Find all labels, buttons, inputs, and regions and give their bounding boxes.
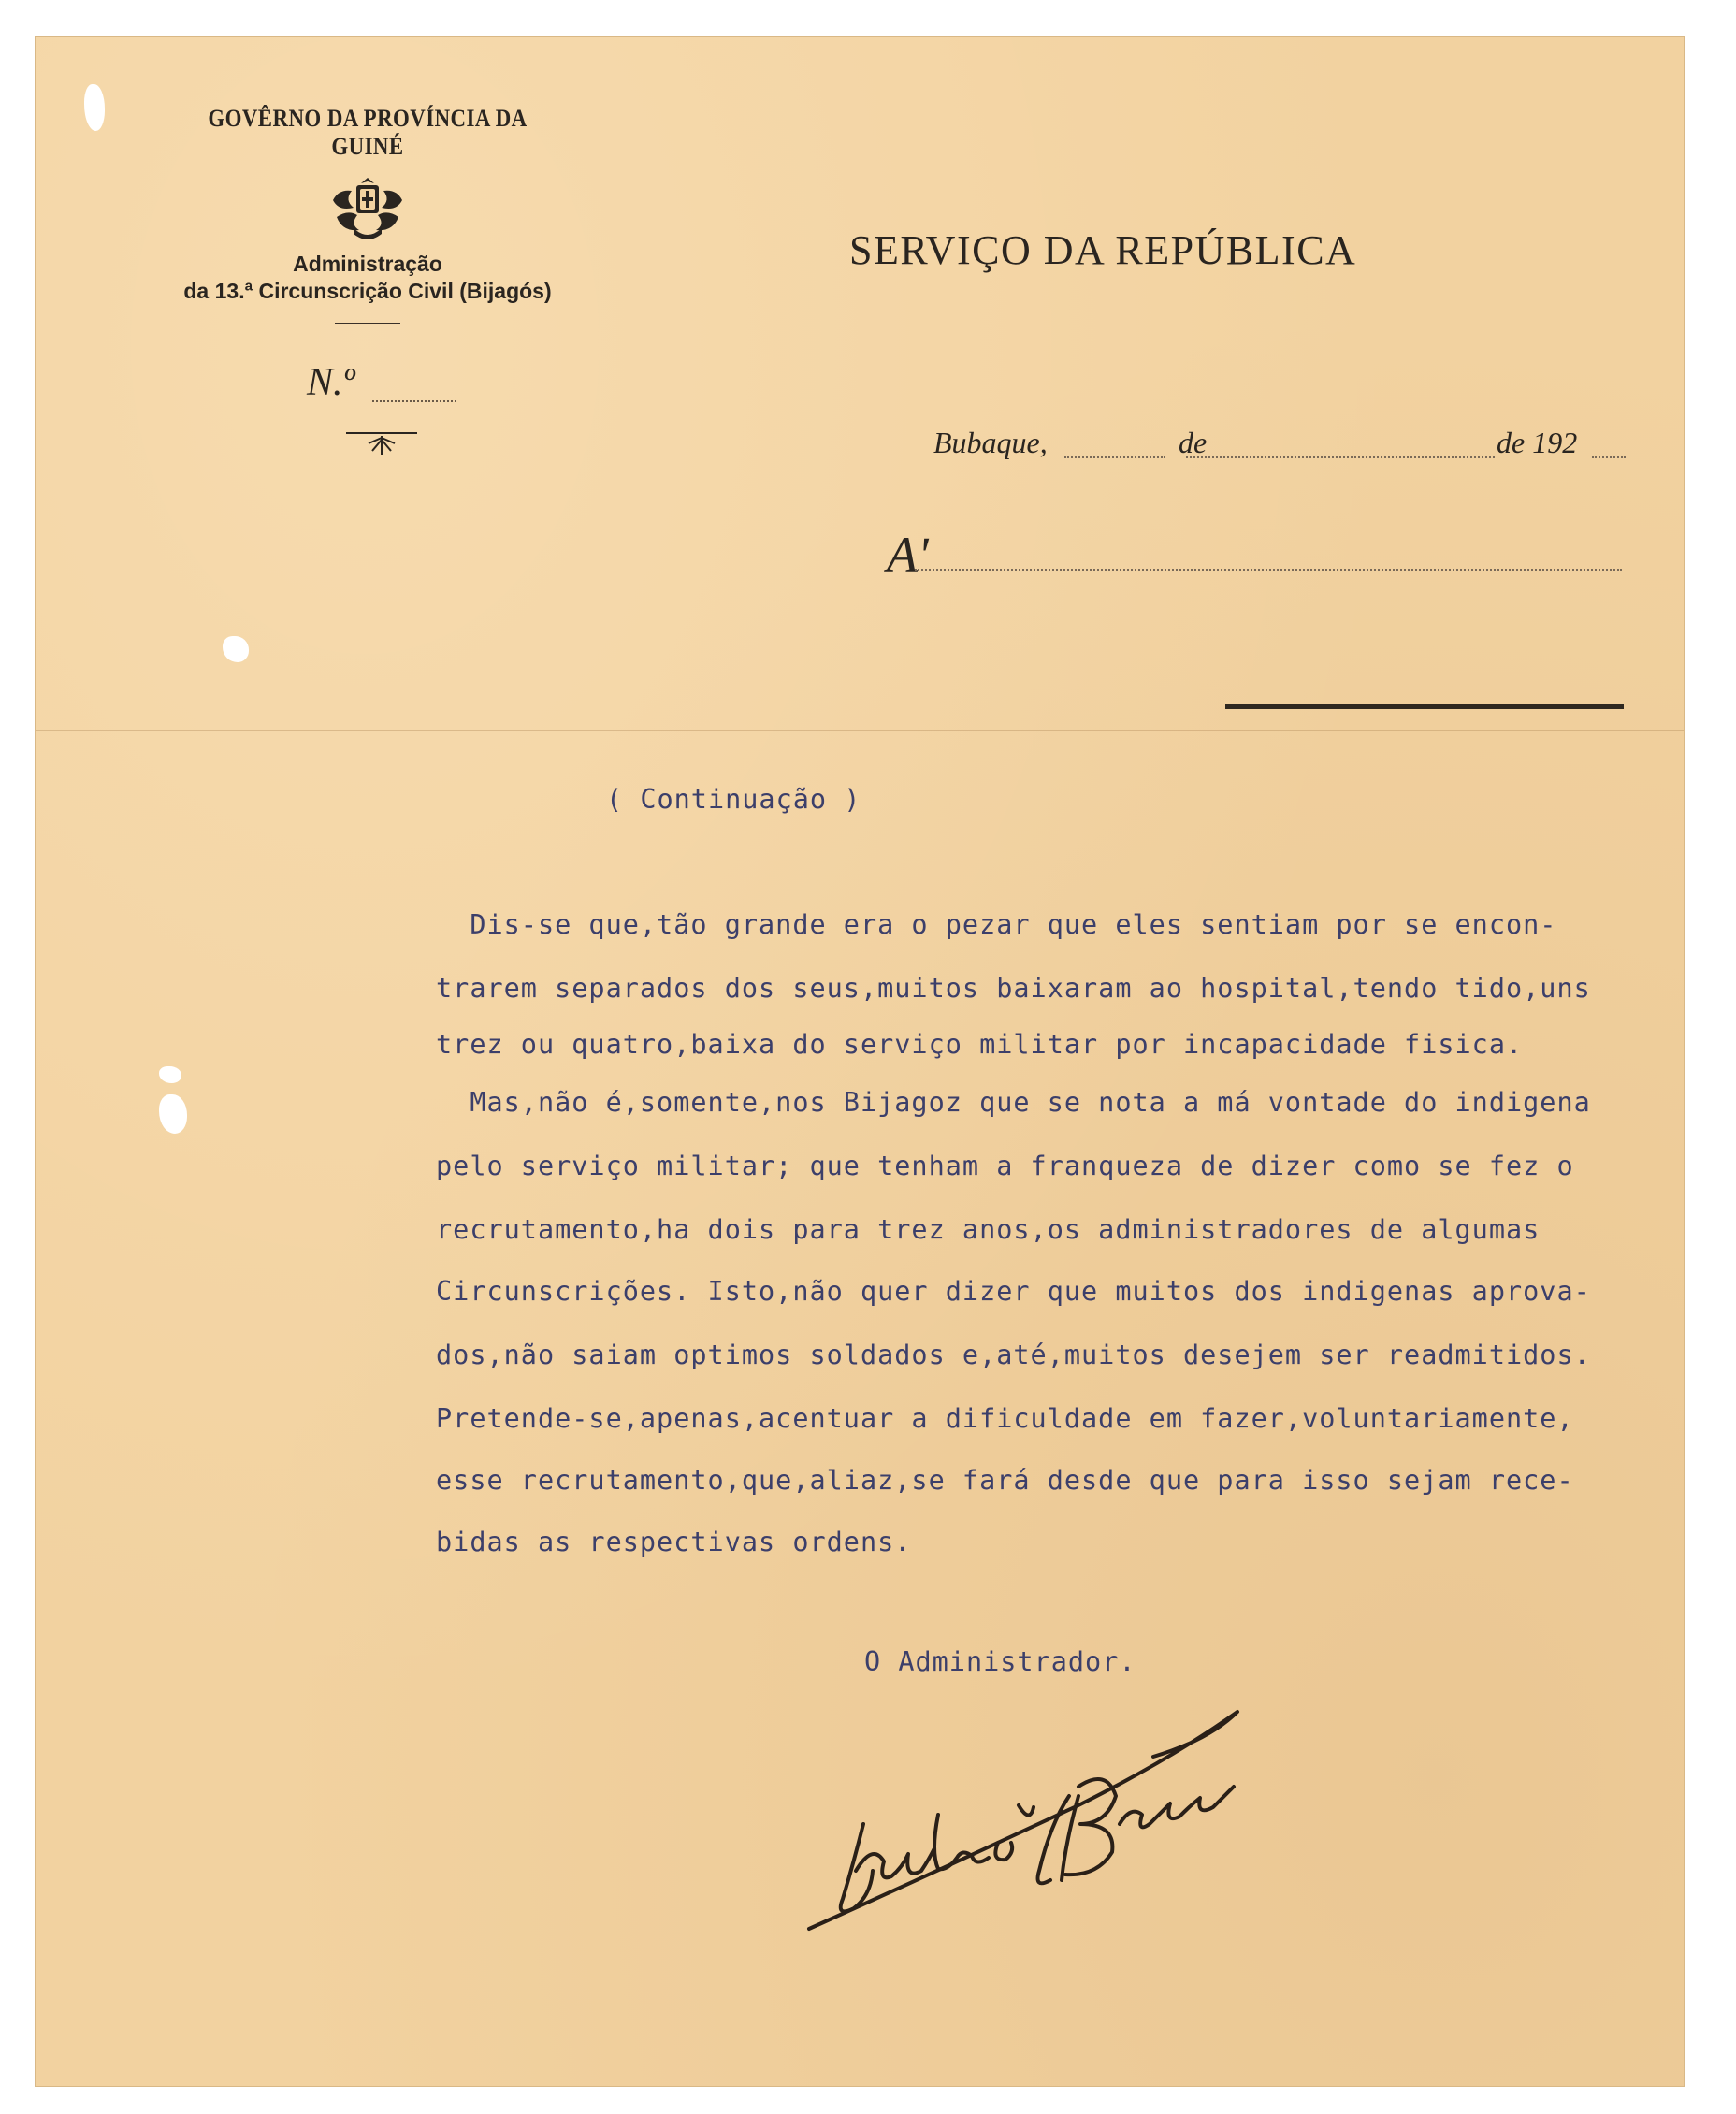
day-field-line xyxy=(1064,456,1165,458)
body-line: Circunscrições. Isto,não quer dizer que muitos dos indigenas aprova- xyxy=(436,1276,1591,1307)
addressee-field-line xyxy=(915,569,1622,571)
letter-body xyxy=(436,909,1591,1557)
addressee-label: A' xyxy=(887,527,929,583)
service-title: SERVIÇO DA REPÚBLICA xyxy=(849,227,1357,273)
body-line: bidas as respectivas ordens. xyxy=(436,1527,912,1557)
year-label: de 192 xyxy=(1497,426,1578,459)
number-label: N.º xyxy=(307,361,355,404)
ornament-icon xyxy=(344,430,419,458)
body-line: esse recrutamento,que,aliaz,se fará desde que para isso sejam rece- xyxy=(436,1465,1574,1496)
continuation-heading: ( Continuação ) xyxy=(606,784,861,815)
body-line: recrutamento,ha dois para trez anos,os administradores de algumas xyxy=(436,1214,1541,1245)
body-line: trez ou quatro,baixa do serviço militar por incapacidade fisica. xyxy=(436,1029,1524,1060)
short-divider xyxy=(335,323,400,324)
number-field-line xyxy=(372,400,456,402)
paper-hole xyxy=(159,1094,187,1134)
body-line: pelo serviço militar; que tenham a franqueza de dizer como se fez o xyxy=(436,1151,1574,1181)
coat-of-arms-icon xyxy=(326,172,410,243)
paper-hole xyxy=(84,84,105,131)
month-field-line xyxy=(1186,456,1495,458)
letterhead xyxy=(148,105,587,324)
paper-hole xyxy=(223,636,249,662)
heavy-divider xyxy=(1225,704,1624,709)
body-line: Pretende-se,apenas,acentuar a dificuldade em fazer,voluntariamente, xyxy=(436,1403,1574,1434)
body-line: Mas,não é,somente,nos Bijagoz que se nota a má vontade do indigena xyxy=(436,1087,1591,1118)
year-field-line xyxy=(1592,456,1626,458)
paper-hole xyxy=(159,1066,181,1083)
paper-fold-line xyxy=(36,730,1684,731)
body-line: trarem separados dos seus,muitos baixaram ao hospital,tendo tido,uns xyxy=(436,973,1591,1004)
closing-title: O Administrador. xyxy=(864,1646,1136,1677)
de-label: de xyxy=(1179,426,1208,459)
circumscription-label: da 13.ª Circunscrição Civil (Bijagós) xyxy=(183,279,552,303)
body-line: Dis-se que,tão grande era o pezar que eles sentiam por se encon- xyxy=(436,909,1557,940)
letter-page xyxy=(36,37,1684,2086)
administration-label: Administração xyxy=(293,252,442,276)
government-title: GOVÊRNO DA PROVÍNCIA DA GUINÉ xyxy=(208,105,528,160)
body-line: dos,não saiam optimos soldados e,até,muitos desejem ser readmitidos. xyxy=(436,1339,1591,1370)
place-label: Bubaque, xyxy=(933,426,1048,459)
handwritten-signature xyxy=(798,1684,1247,1936)
